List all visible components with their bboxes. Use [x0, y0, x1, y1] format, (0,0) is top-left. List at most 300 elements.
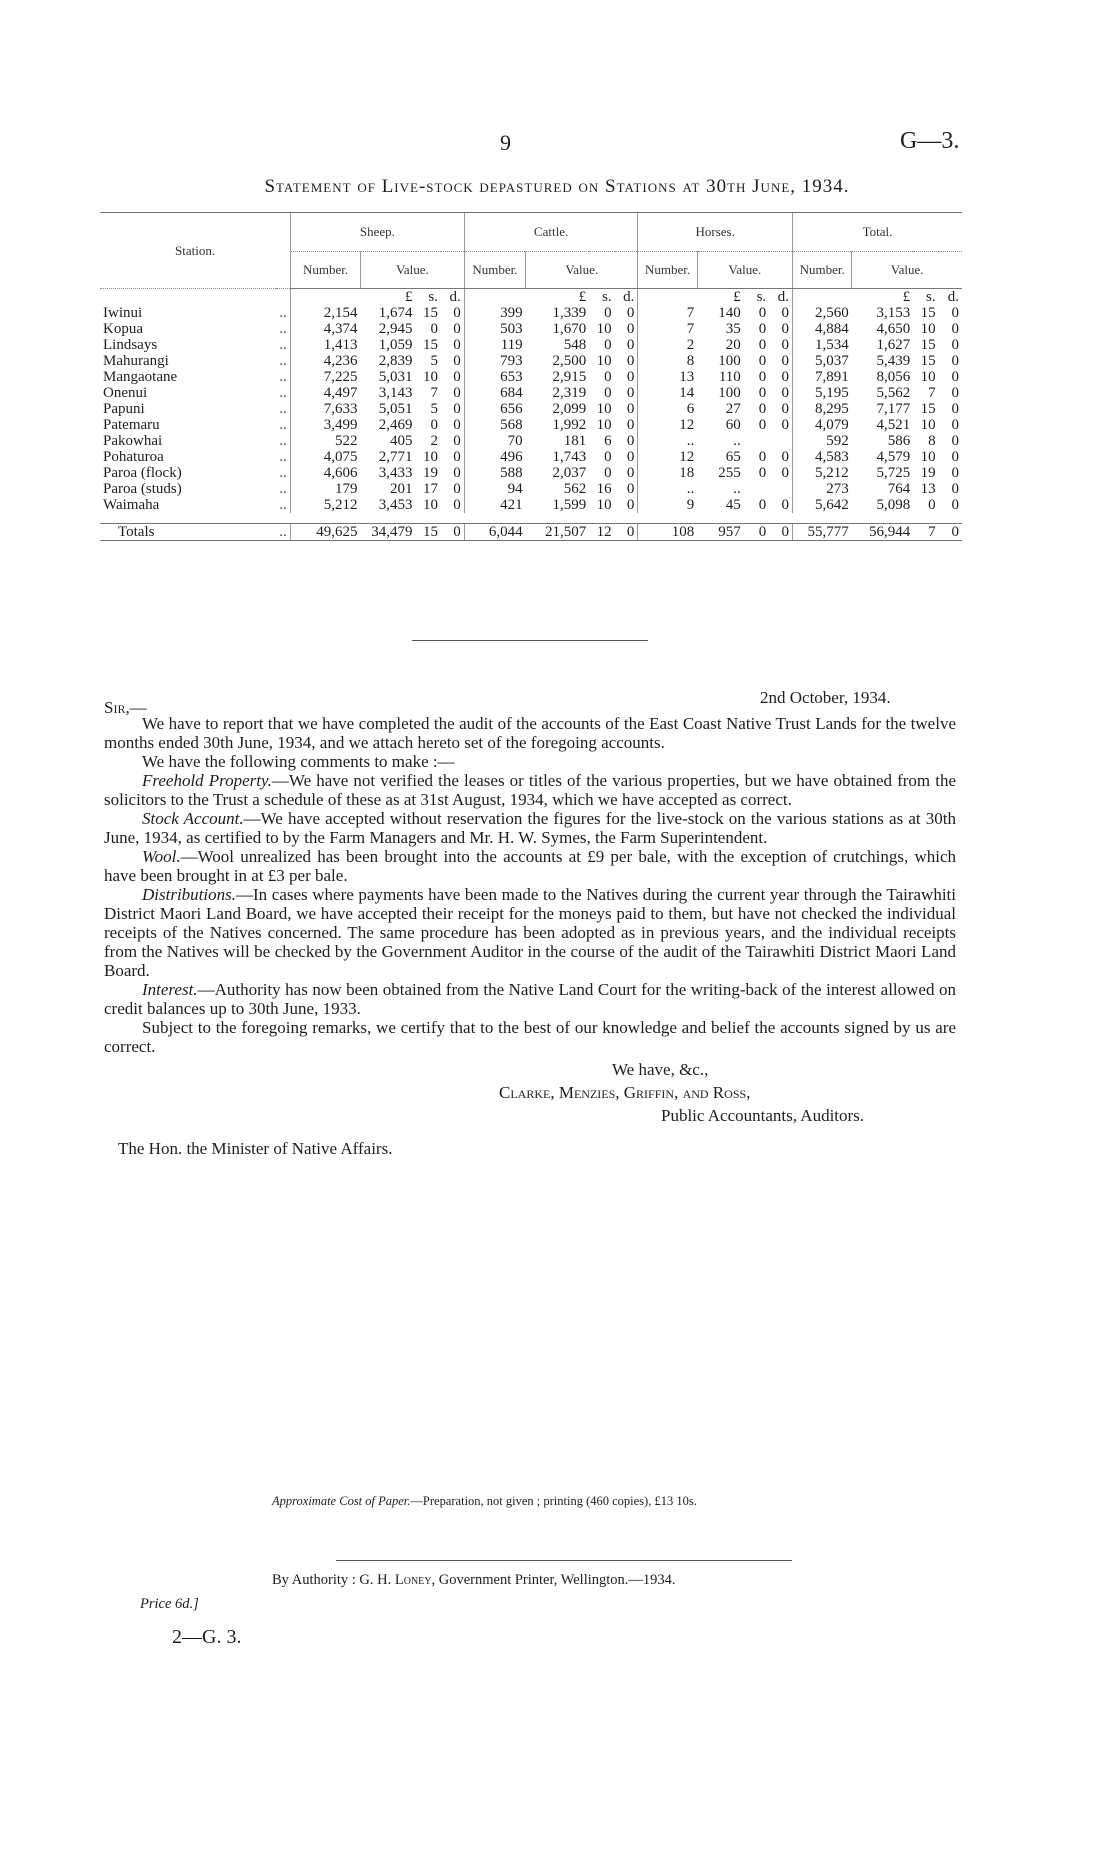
- letter-signatory: Clarke, Menzies, Griffin, and Ross,: [499, 1083, 751, 1102]
- leader-dots: ..: [279, 353, 287, 369]
- total-number-cell: 4,884: [792, 321, 851, 337]
- station-name: Paroa (flock): [103, 465, 182, 481]
- horses-pounds-cell: 100: [718, 385, 741, 401]
- cattle-pounds-cell: 181: [563, 433, 587, 449]
- horses-pence-cell: 0: [781, 337, 789, 353]
- total-pence-total: 0: [939, 523, 962, 540]
- total-shillings-cell: 0: [928, 497, 936, 513]
- leader-dots: ..: [279, 465, 287, 481]
- total-number-header: Number.: [792, 252, 851, 289]
- paragraph-comments-intro: We have the following comments to make :—: [142, 752, 455, 771]
- text-interest: —Authority has now been obtained from the Native Land Court for the writing-back of the interest allowed on credit balances up to 30th June, 1933.: [104, 980, 956, 1018]
- total-pence-cell: 0: [951, 305, 959, 321]
- cattle-shillings-cell: 0: [604, 369, 612, 385]
- leader-dots: ..: [276, 523, 291, 540]
- total-pounds-cell: 7,177: [876, 401, 911, 417]
- horses-pence-cell: 0: [781, 465, 789, 481]
- cattle-pounds-cell: 1,743: [552, 449, 587, 465]
- audit-letter: [104, 688, 957, 1158]
- station-name: Onenui: [103, 385, 148, 401]
- horses-pounds-cell: ..: [733, 481, 741, 497]
- total-pence-cell: 0: [951, 465, 959, 481]
- leader-dots: ..: [279, 497, 287, 513]
- cattle-shillings-cell: 10: [596, 497, 612, 513]
- horses-shillings-cell: 0: [758, 497, 767, 513]
- cattle-number-cell: 653: [464, 369, 525, 385]
- paragraph-audit-report: We have to report that we have completed the audit of the accounts of the East Coast Native Trust Lands for the twelve months ended 30th June, 1934, and we attach hereto set of the foregoing accounts.: [104, 714, 956, 752]
- station-column-header: Station.: [100, 213, 291, 289]
- table-row: [100, 449, 962, 465]
- text-wool: —Wool unrealized has been brought into the accounts at £9 per bale, with the exception of crutchings, which have been brought in at £3 per bale.: [104, 847, 956, 885]
- total-number-total: 55,777: [792, 523, 851, 540]
- letter-salutation: Sir,—: [104, 698, 147, 717]
- horses-pounds-cell: 60: [725, 417, 741, 433]
- sheep-number-total: 49,625: [291, 523, 361, 540]
- sheep-shillings-cell: 15: [422, 337, 438, 353]
- cattle-pounds-cell: 2,319: [552, 385, 587, 401]
- station-name: Papuni: [103, 401, 145, 417]
- horses-shillings-cell: 0: [758, 417, 767, 433]
- table-row: [100, 385, 962, 401]
- printer-name: G. H. Loney: [359, 1572, 432, 1588]
- station-name: Waimaha: [103, 497, 160, 513]
- leader-dots: ..: [279, 337, 287, 353]
- leader-dots: ..: [279, 385, 287, 401]
- letter-date: 2nd October, 1934.: [760, 688, 891, 707]
- sheep-pence-cell: 0: [453, 417, 461, 433]
- unit-pounds: £: [733, 289, 741, 305]
- total-number-cell: 5,195: [792, 385, 851, 401]
- horses-shillings-cell: 0: [758, 353, 767, 369]
- cattle-pounds-total: 21,507: [526, 523, 590, 540]
- table-row: [100, 337, 962, 353]
- total-pence-cell: 0: [951, 321, 959, 337]
- total-pounds-cell: 5,439: [876, 353, 911, 369]
- horses-number-cell: 2: [638, 337, 697, 353]
- cattle-shillings-cell: 0: [604, 385, 612, 401]
- sheep-pounds-cell: 201: [390, 481, 413, 497]
- cattle-number-cell: 656: [464, 401, 525, 417]
- cattle-pence-cell: 0: [626, 433, 635, 449]
- cattle-pounds-cell: 562: [563, 481, 587, 497]
- sheep-shillings-cell: 5: [430, 353, 438, 369]
- sheep-number-cell: 1,413: [291, 337, 361, 353]
- total-pence-cell: 0: [951, 481, 959, 497]
- table-row: [100, 465, 962, 481]
- footer-divider: [336, 1560, 792, 1561]
- sheep-shillings-cell: 0: [430, 417, 438, 433]
- sheep-shillings-cell: 10: [422, 497, 438, 513]
- leader-dots: ..: [279, 369, 287, 385]
- cattle-pounds-cell: 2,915: [552, 369, 587, 385]
- cattle-number-cell: 503: [464, 321, 525, 337]
- horses-shillings-cell: 0: [758, 321, 767, 337]
- horses-shillings-cell: 0: [758, 465, 767, 481]
- paragraph-interest: [104, 980, 956, 1018]
- sheep-pence-cell: 0: [453, 481, 461, 497]
- unit-shillings: s.: [756, 289, 767, 305]
- sheep-pounds-cell: 2,839: [378, 353, 413, 369]
- horses-pence-cell: [769, 433, 792, 449]
- sheep-shillings-cell: 7: [430, 385, 438, 401]
- sheep-pounds-cell: 3,143: [378, 385, 413, 401]
- total-shillings-cell: 15: [920, 401, 936, 417]
- horses-number-cell: 7: [638, 305, 697, 321]
- cattle-pence-cell: 0: [626, 337, 635, 353]
- sheep-pounds-cell: 1,059: [378, 337, 413, 353]
- sheep-number-cell: 179: [291, 481, 361, 497]
- unit-pence: d.: [777, 289, 789, 305]
- currency-units-row: [100, 289, 962, 306]
- sheep-pounds-cell: 3,433: [378, 465, 413, 481]
- price-note: Price 6d.]: [140, 1596, 199, 1612]
- table-row: [100, 353, 962, 369]
- totals-label: Totals: [100, 523, 276, 540]
- sheep-pounds-total: 34,479: [360, 523, 415, 540]
- horses-pence-cell: 0: [781, 305, 789, 321]
- horses-shillings-cell: [744, 433, 769, 449]
- horses-pounds-cell: 110: [718, 369, 741, 385]
- heading-stock-account: Stock Account.: [142, 809, 244, 828]
- horses-shillings-total: 0: [744, 523, 769, 540]
- sheep-pence-cell: 0: [453, 369, 461, 385]
- total-pounds-cell: 5,725: [876, 465, 911, 481]
- cattle-pence-cell: 0: [626, 369, 635, 385]
- total-number-cell: 2,560: [792, 305, 851, 321]
- total-shillings-cell: 13: [920, 481, 936, 497]
- sheep-number-cell: 4,497: [291, 385, 361, 401]
- station-name: Kopua: [103, 321, 143, 337]
- unit-shillings: s.: [428, 289, 438, 305]
- horses-shillings-cell: 0: [758, 401, 767, 417]
- total-pounds-cell: 4,521: [876, 417, 911, 433]
- total-shillings-cell: 15: [920, 337, 936, 353]
- cattle-pounds-cell: 1,992: [552, 417, 587, 433]
- total-pence-cell: 0: [951, 369, 959, 385]
- statement-title: Statement of Live-stock depastured on Stations at 30th June, 1934.: [264, 176, 850, 197]
- total-number-cell: 7,891: [792, 369, 851, 385]
- sheep-shillings-total: 15: [416, 523, 441, 540]
- cattle-pence-cell: 0: [626, 305, 635, 321]
- table-row: [100, 305, 962, 321]
- total-value-header: Value.: [852, 252, 962, 289]
- total-shillings-cell: 10: [920, 369, 936, 385]
- letter-signatory-role: Public Accountants, Auditors.: [661, 1106, 865, 1125]
- sheep-number-cell: 522: [291, 433, 361, 449]
- station-name: Paroa (studs): [103, 481, 182, 497]
- cattle-value-header: Value.: [526, 252, 638, 289]
- totals-row: [100, 523, 962, 540]
- total-pence-cell: 0: [951, 449, 959, 465]
- sheep-pence-cell: 0: [453, 401, 461, 417]
- cattle-shillings-total: 12: [589, 523, 614, 540]
- sheep-number-cell: 2,154: [291, 305, 361, 321]
- horses-number-cell: 13: [638, 369, 697, 385]
- horses-pounds-cell: 35: [725, 321, 741, 337]
- total-shillings-cell: 15: [920, 353, 936, 369]
- horses-pence-cell: 0: [781, 385, 789, 401]
- total-pence-cell: 0: [951, 337, 959, 353]
- horses-pounds-cell: 100: [718, 353, 741, 369]
- leader-dots: ..: [279, 305, 287, 321]
- sheep-pounds-cell: 3,453: [378, 497, 413, 513]
- total-pence-cell: 0: [951, 353, 959, 369]
- horses-number-cell: 9: [638, 497, 697, 513]
- sheep-pounds-cell: 2,945: [378, 321, 413, 337]
- cattle-number-cell: 421: [464, 497, 525, 513]
- sheep-group-header: Sheep.: [291, 213, 465, 252]
- text-stock-account: —We have accepted without reservation the figures for the live-stock on the various stations as at 30th June, 1934, as certified to by the Farm Managers and Mr. H. W. Symes, the Farm Superintendent.: [104, 809, 956, 847]
- total-pounds-total: 56,944: [852, 523, 913, 540]
- cattle-pence-cell: 0: [626, 321, 635, 337]
- sheep-pence-cell: 0: [453, 337, 461, 353]
- horses-number-cell: ..: [638, 481, 697, 497]
- sheep-number-cell: 5,212: [291, 497, 361, 513]
- sheep-pence-cell: 0: [453, 353, 461, 369]
- cattle-pence-cell: 0: [626, 465, 635, 481]
- cattle-number-header: Number.: [464, 252, 525, 289]
- total-pounds-cell: 5,562: [876, 385, 911, 401]
- total-number-cell: 592: [792, 433, 851, 449]
- cattle-pounds-cell: 1,339: [552, 305, 587, 321]
- cattle-shillings-cell: 0: [604, 305, 612, 321]
- sheep-pence-cell: 0: [453, 497, 461, 513]
- horses-pence-cell: 0: [781, 401, 789, 417]
- table-row: [100, 401, 962, 417]
- cattle-shillings-cell: 10: [596, 353, 612, 369]
- horses-number-cell: 6: [638, 401, 697, 417]
- total-pounds-cell: 3,153: [876, 305, 911, 321]
- leader-dots: ..: [279, 321, 287, 337]
- heading-distributions: Distributions.: [142, 885, 236, 904]
- cattle-pence-cell: 0: [626, 353, 635, 369]
- horses-number-cell: 12: [638, 417, 697, 433]
- station-name: Mahurangi: [103, 353, 169, 369]
- printer-details: , Government Printer, Wellington.—1934.: [431, 1572, 676, 1588]
- table-row: [100, 417, 962, 433]
- cattle-number-cell: 70: [464, 433, 525, 449]
- horses-pounds-cell: 20: [725, 337, 741, 353]
- station-name: Lindsays: [103, 337, 158, 353]
- station-name: Pakowhai: [103, 433, 163, 449]
- horses-pounds-cell: 255: [718, 465, 741, 481]
- total-pence-cell: 0: [951, 433, 959, 449]
- text-distributions: —In cases where payments have been made to the Natives during the current year through the Tairawhiti District Maori Land Board, we have accepted their receipt for the moneys paid to them, but have not checked the individual receipts of the Natives concerned. The same procedure has been adopted as in previous years, and the individual receipts from the Natives will be checked by the Government Auditor in the course of the audit of the Tairawhiti District Maori Land Board.: [104, 885, 956, 980]
- horses-shillings-cell: 0: [758, 449, 767, 465]
- sheep-pence-cell: 0: [453, 465, 461, 481]
- cattle-pence-cell: 0: [626, 481, 635, 497]
- cattle-pounds-cell: 1,670: [552, 321, 587, 337]
- total-pence-cell: 0: [951, 497, 959, 513]
- total-shillings-cell: 8: [928, 433, 936, 449]
- cattle-number-cell: 399: [464, 305, 525, 321]
- sheep-shillings-cell: 17: [422, 481, 438, 497]
- sheep-pounds-cell: 2,469: [378, 417, 413, 433]
- horses-pounds-cell: 140: [718, 305, 741, 321]
- sheep-pounds-cell: 5,051: [378, 401, 413, 417]
- station-name: Mangaotane: [103, 369, 178, 385]
- section-divider: [412, 640, 648, 641]
- cattle-number-cell: 119: [464, 337, 525, 353]
- total-number-cell: 1,534: [792, 337, 851, 353]
- cattle-pence-cell: 0: [626, 417, 635, 433]
- cattle-pounds-cell: 548: [563, 337, 587, 353]
- total-pounds-cell: 1,627: [876, 337, 911, 353]
- sheep-pence-cell: 0: [453, 385, 461, 401]
- letter-addressee: The Hon. the Minister of Native Affairs.: [118, 1139, 393, 1158]
- heading-freehold-property: Freehold Property.: [142, 771, 272, 790]
- horses-pounds-total: 957: [697, 523, 744, 540]
- cattle-pence-cell: 0: [626, 449, 635, 465]
- sheep-pence-cell: 0: [453, 305, 461, 321]
- printer-credit: [272, 1572, 676, 1589]
- unit-shillings: s.: [926, 289, 936, 305]
- paper-cost-label: Approximate Cost of Paper.: [272, 1494, 411, 1508]
- paragraph-stock-account: [104, 809, 956, 847]
- horses-number-cell: 12: [638, 449, 697, 465]
- horses-number-cell: 18: [638, 465, 697, 481]
- unit-pence: d.: [947, 289, 959, 305]
- heading-wool: Wool.: [142, 847, 181, 866]
- sheep-number-cell: 4,606: [291, 465, 361, 481]
- cattle-number-cell: 94: [464, 481, 525, 497]
- cattle-number-cell: 588: [464, 465, 525, 481]
- horses-number-cell: 14: [638, 385, 697, 401]
- total-number-cell: 5,037: [792, 353, 851, 369]
- cattle-number-cell: 684: [464, 385, 525, 401]
- horses-group-header: Horses.: [638, 213, 793, 252]
- cattle-shillings-cell: 0: [604, 337, 612, 353]
- horses-pounds-cell: 45: [725, 497, 741, 513]
- unit-pounds: £: [405, 289, 413, 305]
- sheep-pounds-cell: 1,674: [378, 305, 413, 321]
- total-number-cell: 4,079: [792, 417, 851, 433]
- total-shillings-cell: 15: [920, 305, 936, 321]
- horses-shillings-cell: 0: [758, 305, 767, 321]
- leader-dots: ..: [279, 417, 287, 433]
- total-number-cell: 5,212: [792, 465, 851, 481]
- total-shillings-cell: 10: [920, 417, 936, 433]
- paragraph-certification: Subject to the foregoing remarks, we certify that to the best of our knowledge and belief the accounts signed by us are correct.: [104, 1018, 956, 1056]
- leader-dots: ..: [279, 401, 287, 417]
- total-pence-cell: 0: [951, 401, 959, 417]
- table-row: [100, 321, 962, 337]
- text-freehold-property: —We have not verified the leases or titles of the various properties, but we have obtained from the solicitors to the Trust a schedule of these as at 31st August, 1934, which we have accepted as correct.: [104, 771, 957, 809]
- sheep-shillings-cell: 0: [430, 321, 438, 337]
- sheep-shillings-cell: 10: [422, 449, 438, 465]
- authority-prefix: By Authority :: [272, 1572, 356, 1588]
- total-number-cell: 8,295: [792, 401, 851, 417]
- horses-pence-total: 0: [769, 523, 792, 540]
- total-number-cell: 5,642: [792, 497, 851, 513]
- horses-pence-cell: 0: [781, 417, 789, 433]
- unit-pounds: £: [902, 289, 911, 305]
- total-pounds-cell: 4,650: [876, 321, 911, 337]
- sheep-pounds-cell: 5,031: [378, 369, 413, 385]
- station-name: Iwinui: [103, 305, 143, 321]
- horses-pence-cell: 0: [781, 321, 789, 337]
- sheep-shillings-cell: 10: [422, 369, 438, 385]
- page-number: 9: [500, 130, 511, 155]
- horses-number-total: 108: [638, 523, 697, 540]
- cattle-shillings-cell: 0: [604, 465, 612, 481]
- cattle-shillings-cell: 10: [596, 401, 612, 417]
- total-pounds-cell: 764: [887, 481, 911, 497]
- table-row: [100, 481, 962, 497]
- horses-shillings-cell: 0: [758, 369, 767, 385]
- paragraph-freehold-property: [104, 771, 956, 809]
- horses-shillings-cell: [744, 481, 769, 497]
- total-pounds-cell: 8,056: [876, 369, 911, 385]
- total-pounds-cell: 4,579: [876, 449, 911, 465]
- sheep-value-header: Value.: [360, 252, 464, 289]
- sheep-number-cell: 4,374: [291, 321, 361, 337]
- cattle-pence-cell: 0: [626, 385, 635, 401]
- cattle-pence-cell: 0: [626, 401, 635, 417]
- total-pounds-cell: 586: [887, 433, 911, 449]
- total-shillings-cell: 10: [920, 449, 936, 465]
- table-row: [100, 433, 962, 449]
- letter-closing: We have, &c.,: [612, 1060, 709, 1079]
- cattle-number-cell: 496: [464, 449, 525, 465]
- total-pence-cell: 0: [951, 417, 959, 433]
- total-shillings-cell: 7: [928, 385, 936, 401]
- paragraph-wool: [104, 847, 956, 885]
- total-pounds-cell: 5,098: [876, 497, 911, 513]
- station-name: Pohaturoa: [103, 449, 164, 465]
- livestock-table: [100, 212, 962, 541]
- leader-dots: ..: [279, 481, 287, 497]
- sheep-number-header: Number.: [291, 252, 361, 289]
- horses-pence-cell: 0: [781, 353, 789, 369]
- horses-pounds-cell: 65: [725, 449, 741, 465]
- horses-pence-cell: 0: [781, 369, 789, 385]
- horses-shillings-cell: 0: [758, 337, 767, 353]
- total-shillings-cell: 10: [920, 321, 936, 337]
- cattle-group-header: Cattle.: [464, 213, 638, 252]
- cattle-pounds-cell: 2,500: [552, 353, 587, 369]
- sheep-pounds-cell: 2,771: [378, 449, 413, 465]
- sheep-shillings-cell: 19: [422, 465, 438, 481]
- sheep-number-cell: 4,075: [291, 449, 361, 465]
- unit-pounds: £: [578, 289, 587, 305]
- horses-pence-cell: [769, 481, 792, 497]
- table-row: [100, 497, 962, 513]
- signature-mark: 2—G. 3.: [172, 1626, 242, 1648]
- horses-number-cell: 7: [638, 321, 697, 337]
- cattle-pounds-cell: 2,099: [552, 401, 587, 417]
- sheep-number-cell: 4,236: [291, 353, 361, 369]
- cattle-pounds-cell: 1,599: [552, 497, 587, 513]
- horses-pence-cell: 0: [781, 449, 789, 465]
- station-name: Patemaru: [103, 417, 160, 433]
- cattle-shillings-cell: 6: [604, 433, 612, 449]
- paragraph-distributions: [104, 885, 956, 980]
- horses-pounds-cell: ..: [733, 433, 741, 449]
- total-number-cell: 4,583: [792, 449, 851, 465]
- sheep-pence-cell: 0: [453, 449, 461, 465]
- leader-dots: ..: [279, 449, 287, 465]
- total-number-cell: 273: [792, 481, 851, 497]
- horses-number-cell: 8: [638, 353, 697, 369]
- heading-interest: Interest.: [142, 980, 198, 999]
- table-spacer: [100, 513, 962, 523]
- cattle-shillings-cell: 10: [596, 321, 612, 337]
- cattle-shillings-cell: 10: [596, 417, 612, 433]
- sheep-number-cell: 7,225: [291, 369, 361, 385]
- sheep-shillings-cell: 5: [430, 401, 438, 417]
- cattle-shillings-cell: 16: [596, 481, 612, 497]
